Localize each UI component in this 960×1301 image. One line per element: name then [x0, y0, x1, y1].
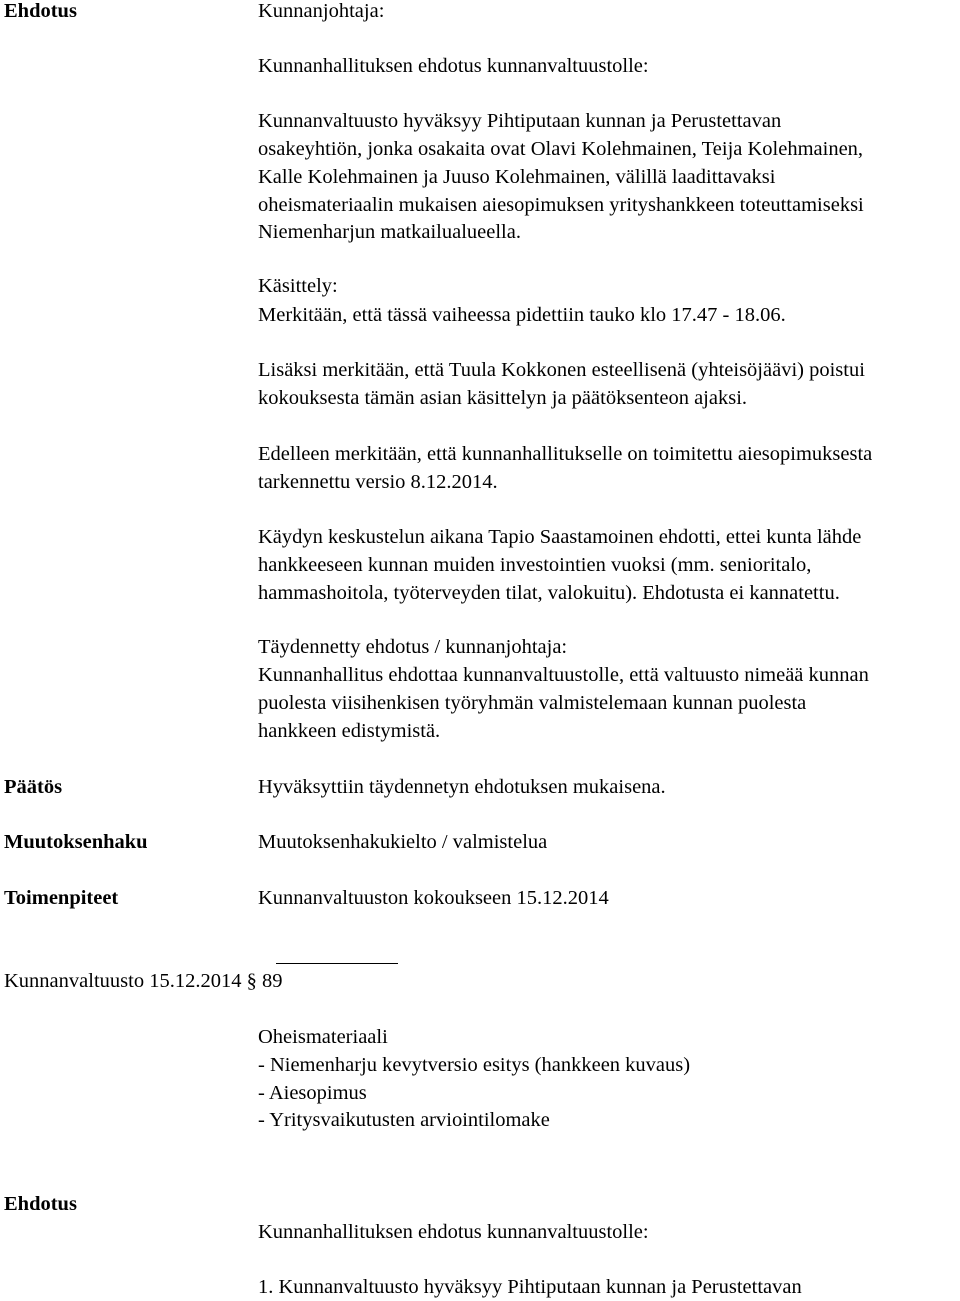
kasittely-paragraph-line: Käydyn keskustelun aikana Tapio Saastamoinen ehdotti, ettei kunta lähde: [258, 526, 862, 548]
kasittely-paragraph-line: hammashoitola, työterveyden tilat, valokuitu). Ehdotusta ei kannatettu.: [258, 582, 840, 604]
supplement-line: puolesta viisihenkisen työryhmän valmistelemaan kunnan puolesta: [258, 692, 807, 714]
proposal-line: oheismateriaalin mukaisen aiesopimuksen yrityshankkeen toteuttamiseksi: [258, 194, 864, 216]
section-label-muutoksenhaku: Muutoksenhaku: [4, 831, 148, 853]
attachment-item: - Niemenharju kevytversio esitys (hankkeen kuvaus): [258, 1054, 691, 1076]
section-label-ehdotus: Ehdotus: [4, 0, 77, 22]
kasittely-heading: Käsittely:: [258, 275, 338, 297]
proposal-heading-2: Kunnanhallituksen ehdotus kunnanvaltuustolle:: [258, 1221, 649, 1243]
proposal-heading: Kunnanhallituksen ehdotus kunnanvaltuustolle:: [258, 55, 649, 77]
decision-text: Hyväksyttiin täydennetyn ehdotuksen mukaisena.: [258, 776, 666, 798]
break-note: Merkitään, että tässä vaiheessa pidettiin tauko klo 17.47 - 18.06.: [258, 304, 786, 326]
appeal-text: Muutoksenhakukielto / valmistelua: [258, 831, 548, 853]
supplement-line: Kunnanhallitus ehdottaa kunnanvaltuustolle, että valtuusto nimeää kunnan: [258, 664, 869, 686]
kasittely-paragraph-line: Lisäksi merkitään, että Tuula Kokkonen esteellisenä (yhteisöjäävi) poistui: [258, 359, 865, 381]
section-label-toimenpiteet: Toimenpiteet: [4, 887, 119, 909]
section-divider: [276, 963, 398, 964]
supplement-heading: Täydennetty ehdotus / kunnanjohtaja:: [258, 636, 568, 658]
section-label-ehdotus-2: Ehdotus: [4, 1193, 77, 1215]
attachment-item: - Yritysvaikutusten arviointilomake: [258, 1109, 550, 1131]
attachments-heading: Oheismateriaali: [258, 1026, 388, 1048]
proposal-first-item: 1. Kunnanvaltuusto hyväksyy Pihtiputaan kunnan ja Perustettavan: [258, 1276, 802, 1298]
proposal-line: osakeyhtiön, jonka osakaita ovat Olavi Kolehmainen, Teija Kolehmainen,: [258, 138, 864, 160]
proposal-line: Kalle Kolehmainen ja Juuso Kolehmainen, välillä laadittavaksi: [258, 166, 776, 188]
supplement-line: hankkeen edistymistä.: [258, 720, 441, 742]
actions-text: Kunnanvaltuuston kokoukseen 15.12.2014: [258, 887, 609, 909]
proposal-line: Niemenharjun matkailualueella.: [258, 221, 521, 243]
author-heading: Kunnanjohtaja:: [258, 0, 385, 22]
attachment-item: - Aiesopimus: [258, 1082, 367, 1104]
kasittely-paragraph-line: kokouksesta tämän asian käsittelyn ja päätöksenteon ajaksi.: [258, 387, 748, 409]
section-label-paatos: Päätös: [4, 776, 63, 798]
proposal-line: Kunnanvaltuusto hyväksyy Pihtiputaan kunnan ja Perustettavan: [258, 110, 782, 132]
kasittely-paragraph-line: tarkennettu versio 8.12.2014.: [258, 471, 498, 493]
kasittely-paragraph-line: Edelleen merkitään, että kunnanhallitukselle on toimitettu aiesopimuksesta: [258, 443, 873, 465]
kasittely-paragraph-line: hankkeeseen kunnan muiden investointien vuoksi (mm. senioritalo,: [258, 554, 812, 576]
council-heading: Kunnanvaltuusto 15.12.2014 § 89: [4, 970, 283, 992]
